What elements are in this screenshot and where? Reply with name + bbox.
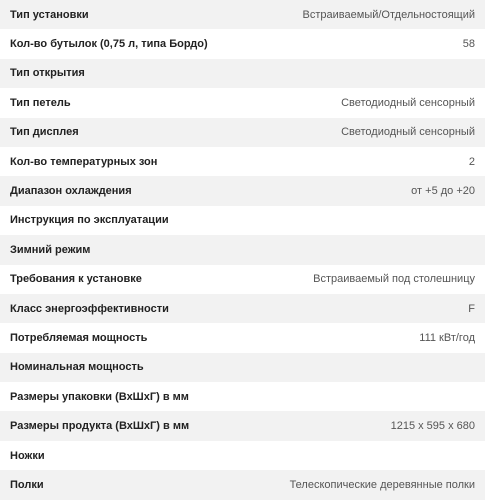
spec-row-display-type bbox=[0, 118, 485, 147]
spec-row-opening-type bbox=[0, 59, 485, 88]
spec-row-legs bbox=[0, 441, 485, 470]
spec-label: Диапазон охлаждения bbox=[10, 185, 132, 198]
spec-value bbox=[255, 382, 485, 411]
spec-label: Зимний режим bbox=[10, 243, 91, 256]
spec-row-energy-class bbox=[0, 294, 485, 323]
spec-value: Встраиваемый/Отдельностоящий bbox=[302, 8, 475, 21]
spec-label: Требования к установке bbox=[10, 273, 142, 286]
spec-value bbox=[255, 441, 485, 470]
spec-value: Светодиодный сенсорный bbox=[341, 126, 475, 139]
spec-value bbox=[255, 206, 485, 235]
spec-value bbox=[255, 235, 485, 264]
spec-label: Тип дисплея bbox=[10, 126, 79, 139]
spec-row-cooling-range bbox=[0, 176, 485, 205]
spec-value: F bbox=[468, 302, 475, 315]
spec-label: Класс энергоэффективности bbox=[10, 302, 169, 315]
spec-value: 111 кВт/год bbox=[419, 331, 475, 344]
spec-label: Тип установки bbox=[10, 8, 89, 21]
spec-row-shelves bbox=[0, 470, 485, 499]
spec-value: Светодиодный сенсорный bbox=[341, 96, 475, 109]
spec-row-power-consumption bbox=[0, 323, 485, 352]
spec-label: Размеры упаковки (ВхШхГ) в мм bbox=[10, 390, 189, 403]
spec-label: Инструкция по эксплуатации bbox=[10, 214, 169, 227]
spec-row-rated-power bbox=[0, 353, 485, 382]
spec-label: Тип петель bbox=[10, 96, 71, 109]
spec-row-installation-requirements bbox=[0, 265, 485, 294]
spec-label: Тип открытия bbox=[10, 67, 85, 80]
spec-label: Номинальная мощность bbox=[10, 361, 144, 374]
spec-row-user-manual bbox=[0, 206, 485, 235]
spec-value: Телескопические деревянные полки bbox=[289, 478, 475, 491]
spec-row-temperature-zones bbox=[0, 147, 485, 176]
spec-value: Встраиваемый под столешницу bbox=[313, 273, 475, 286]
spec-label: Полки bbox=[10, 478, 44, 491]
spec-label: Потребляемая мощность bbox=[10, 331, 148, 344]
spec-row-hinge-type bbox=[0, 88, 485, 117]
spec-value bbox=[255, 59, 485, 88]
spec-label: Кол-во бутылок (0,75 л, типа Бордо) bbox=[10, 38, 208, 51]
spec-value: 58 bbox=[462, 38, 475, 51]
spec-row-product-dimensions bbox=[0, 411, 485, 440]
spec-label: Размеры продукта (ВхШхГ) в мм bbox=[10, 420, 190, 433]
spec-value: от +5 до +20 bbox=[411, 185, 475, 198]
spec-row-winter-mode bbox=[0, 235, 485, 264]
spec-row-installation-type bbox=[0, 0, 485, 29]
spec-label: Ножки bbox=[10, 449, 45, 462]
spec-value: 1215 x 595 x 680 bbox=[390, 420, 475, 433]
spec-value: 2 bbox=[468, 155, 475, 168]
spec-value bbox=[255, 353, 485, 382]
spec-row-package-dimensions bbox=[0, 382, 485, 411]
spec-label: Кол-во температурных зон bbox=[10, 155, 158, 168]
spec-row-bottle-count bbox=[0, 29, 485, 58]
